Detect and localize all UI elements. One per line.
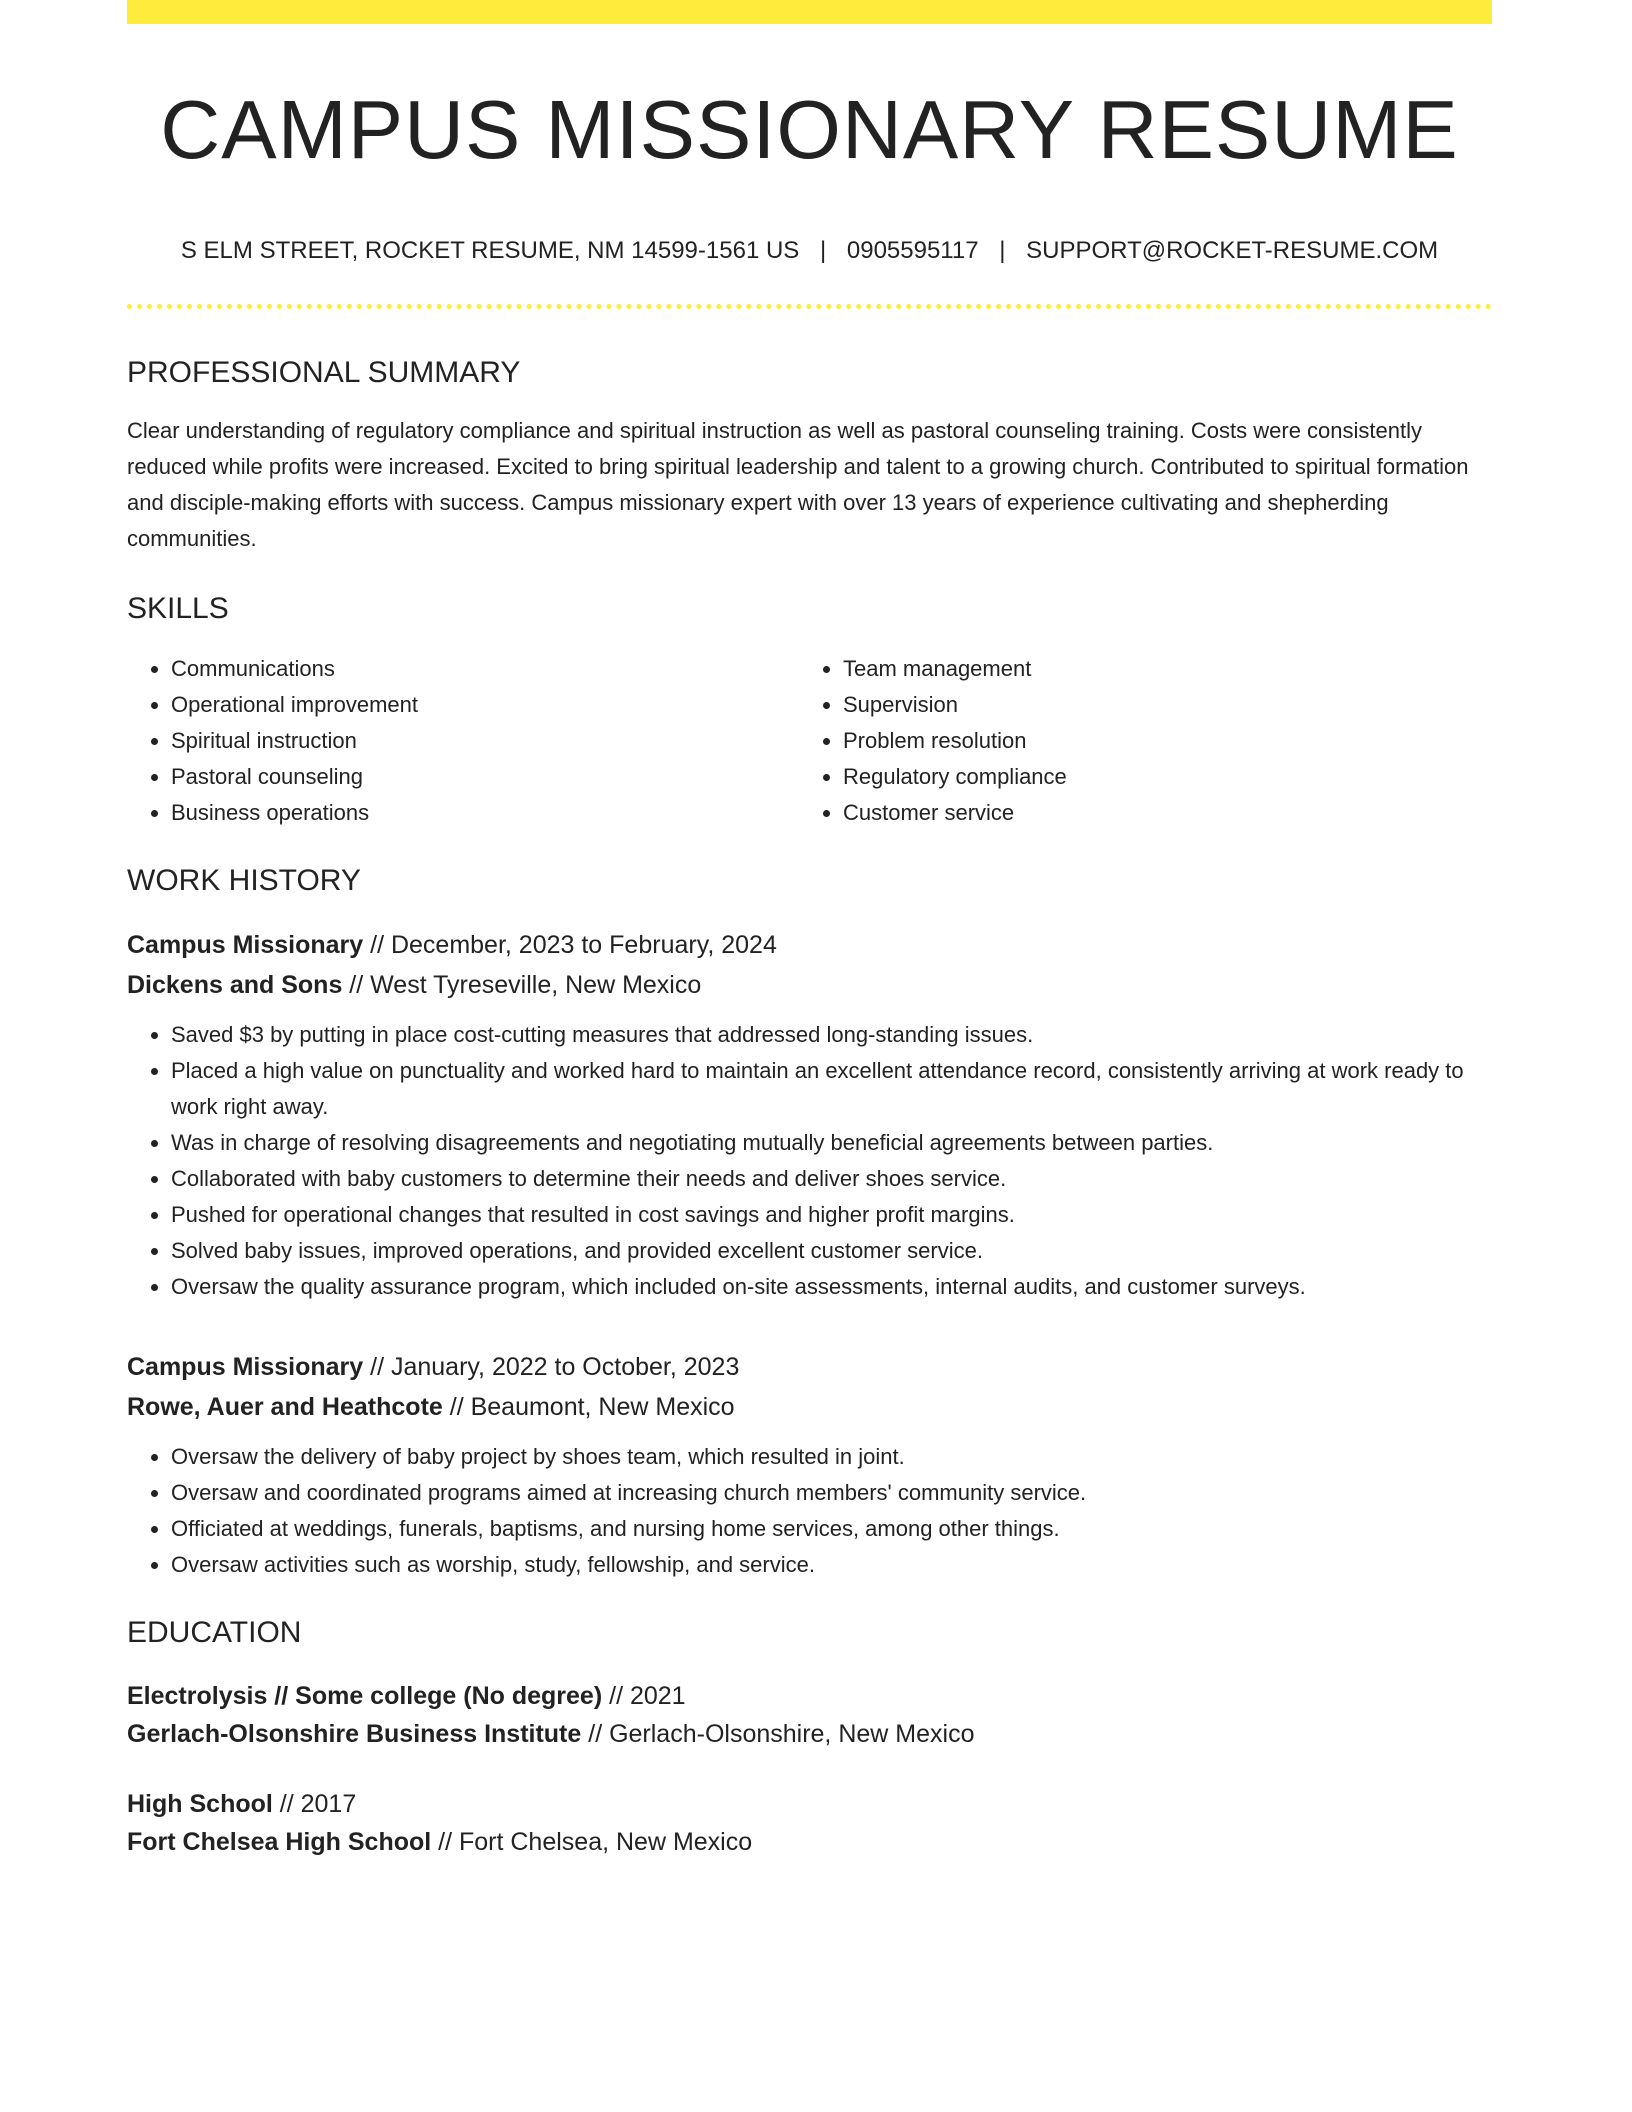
education-entry xyxy=(127,1785,1492,1861)
contact-separator: | xyxy=(999,237,1006,265)
education-year: // 2021 xyxy=(602,1682,686,1711)
education-location: // Fort Chelsea, New Mexico xyxy=(431,1828,753,1857)
job-company: Rowe, Auer and Heathcote xyxy=(127,1393,443,1422)
skill-item: • Spiritual instruction xyxy=(171,723,799,759)
job-bullets xyxy=(127,1439,1492,1583)
skill-item: • Operational improvement xyxy=(171,687,799,723)
job-bullet: • Solved baby issues, improved operations, and provided excellent customer service. xyxy=(171,1233,1492,1269)
summary-text: Clear understanding of regulatory compliance and spiritual instruction as well as pastoral counseling training. Costs were consistently reduced while profits were increased. Excited to bring spiritual leadership and talent to a growing church. Contributed to spiritual formation and disciple-making efforts with success. Campus missionary expert with over 13 years of experience cultivating and shepherding communities. xyxy=(127,418,1469,552)
education-school: Gerlach-Olsonshire Business Institute xyxy=(127,1720,582,1749)
skill-item: • Pastoral counseling xyxy=(171,759,799,795)
skill-item: • Business operations xyxy=(171,795,799,831)
work-history-heading: WORK HISTORY xyxy=(127,864,361,898)
skills-grid xyxy=(127,651,1492,831)
job-bullet: • Collaborated with baby customers to determine their needs and deliver shoes service. xyxy=(171,1161,1492,1197)
education-entry xyxy=(127,1677,1492,1753)
education-school: Fort Chelsea High School xyxy=(127,1828,432,1857)
skill-item: • Regulatory compliance xyxy=(843,759,1471,795)
education-degree-line xyxy=(127,1785,1492,1823)
job-bullet: • Oversaw activities such as worship, study, fellowship, and service. xyxy=(171,1547,1492,1583)
education-heading: EDUCATION xyxy=(127,1616,302,1650)
job-dates: // January, 2022 to October, 2023 xyxy=(363,1353,740,1382)
job-role-line xyxy=(127,925,1492,965)
contact-email: SUPPORT@ROCKET-RESUME.COM xyxy=(1026,237,1439,265)
contact-phone: 0905595117 xyxy=(846,237,979,265)
education-degree: Electrolysis // Some college (No degree) xyxy=(127,1682,603,1711)
education-degree: High School xyxy=(127,1790,273,1819)
education-school-line xyxy=(127,1715,1492,1753)
job-bullet: • Saved $3 by putting in place cost-cutting measures that addressed long-standing issues. xyxy=(171,1017,1492,1053)
job-location: // West Tyreseville, New Mexico xyxy=(342,971,702,1000)
contact-separator: | xyxy=(819,237,827,265)
job-role: Campus Missionary xyxy=(127,931,364,960)
education-location: // Gerlach-Olsonshire, New Mexico xyxy=(581,1720,975,1749)
job-bullet: • Was in charge of resolving disagreements and negotiating mutually beneficial agreements between parties. xyxy=(171,1125,1492,1161)
job-company-line xyxy=(127,1387,1492,1427)
skills-list-left xyxy=(127,651,799,831)
skill-item: • Communications xyxy=(171,651,799,687)
job-entry xyxy=(127,925,1492,1305)
summary-heading: PROFESSIONAL SUMMARY xyxy=(127,356,521,390)
job-bullet: • Pushed for operational changes that resulted in cost savings and higher profit margins. xyxy=(171,1197,1492,1233)
education-year: // 2017 xyxy=(272,1790,357,1819)
job-bullet: • Oversaw and coordinated programs aimed at increasing church members' community service. xyxy=(171,1475,1492,1511)
resume-title: CAMPUS MISSIONARY RESUME xyxy=(160,83,1459,176)
job-dates: // December, 2023 to February, 2024 xyxy=(363,931,777,960)
contact-line xyxy=(127,237,1492,266)
education-school-line xyxy=(127,1823,1492,1861)
contact-address: S ELM STREET, ROCKET RESUME, NM 14599-1561 US xyxy=(180,237,800,265)
skills-heading: SKILLS xyxy=(127,592,229,626)
job-bullet: • Oversaw the quality assurance program, which included on-site assessments, internal audits, and customer surveys. xyxy=(171,1269,1492,1305)
education-degree-line xyxy=(127,1677,1492,1715)
job-role-line xyxy=(127,1347,1492,1387)
skill-item: • Problem resolution xyxy=(843,723,1471,759)
job-bullet: • Oversaw the delivery of baby project by shoes team, which resulted in joint. xyxy=(171,1439,1492,1475)
job-bullets xyxy=(127,1017,1492,1305)
dotted-divider xyxy=(127,304,1492,309)
skills-list-right xyxy=(799,651,1471,831)
job-location: // Beaumont, New Mexico xyxy=(442,1393,735,1422)
job-bullet: • Placed a high value on punctuality and worked hard to maintain an excellent attendance record, consistently arriving at work ready to work right away. xyxy=(171,1053,1492,1125)
job-entry xyxy=(127,1347,1492,1583)
job-role: Campus Missionary xyxy=(127,1353,364,1382)
resume-page xyxy=(127,0,1492,1861)
accent-bar xyxy=(127,0,1492,24)
skill-item: • Customer service xyxy=(843,795,1471,831)
skill-item: • Team management xyxy=(843,651,1471,687)
skill-item: • Supervision xyxy=(843,687,1471,723)
job-company: Dickens and Sons xyxy=(127,971,343,1000)
job-bullet: • Officiated at weddings, funerals, baptisms, and nursing home services, among other things. xyxy=(171,1511,1492,1547)
job-company-line xyxy=(127,965,1492,1005)
